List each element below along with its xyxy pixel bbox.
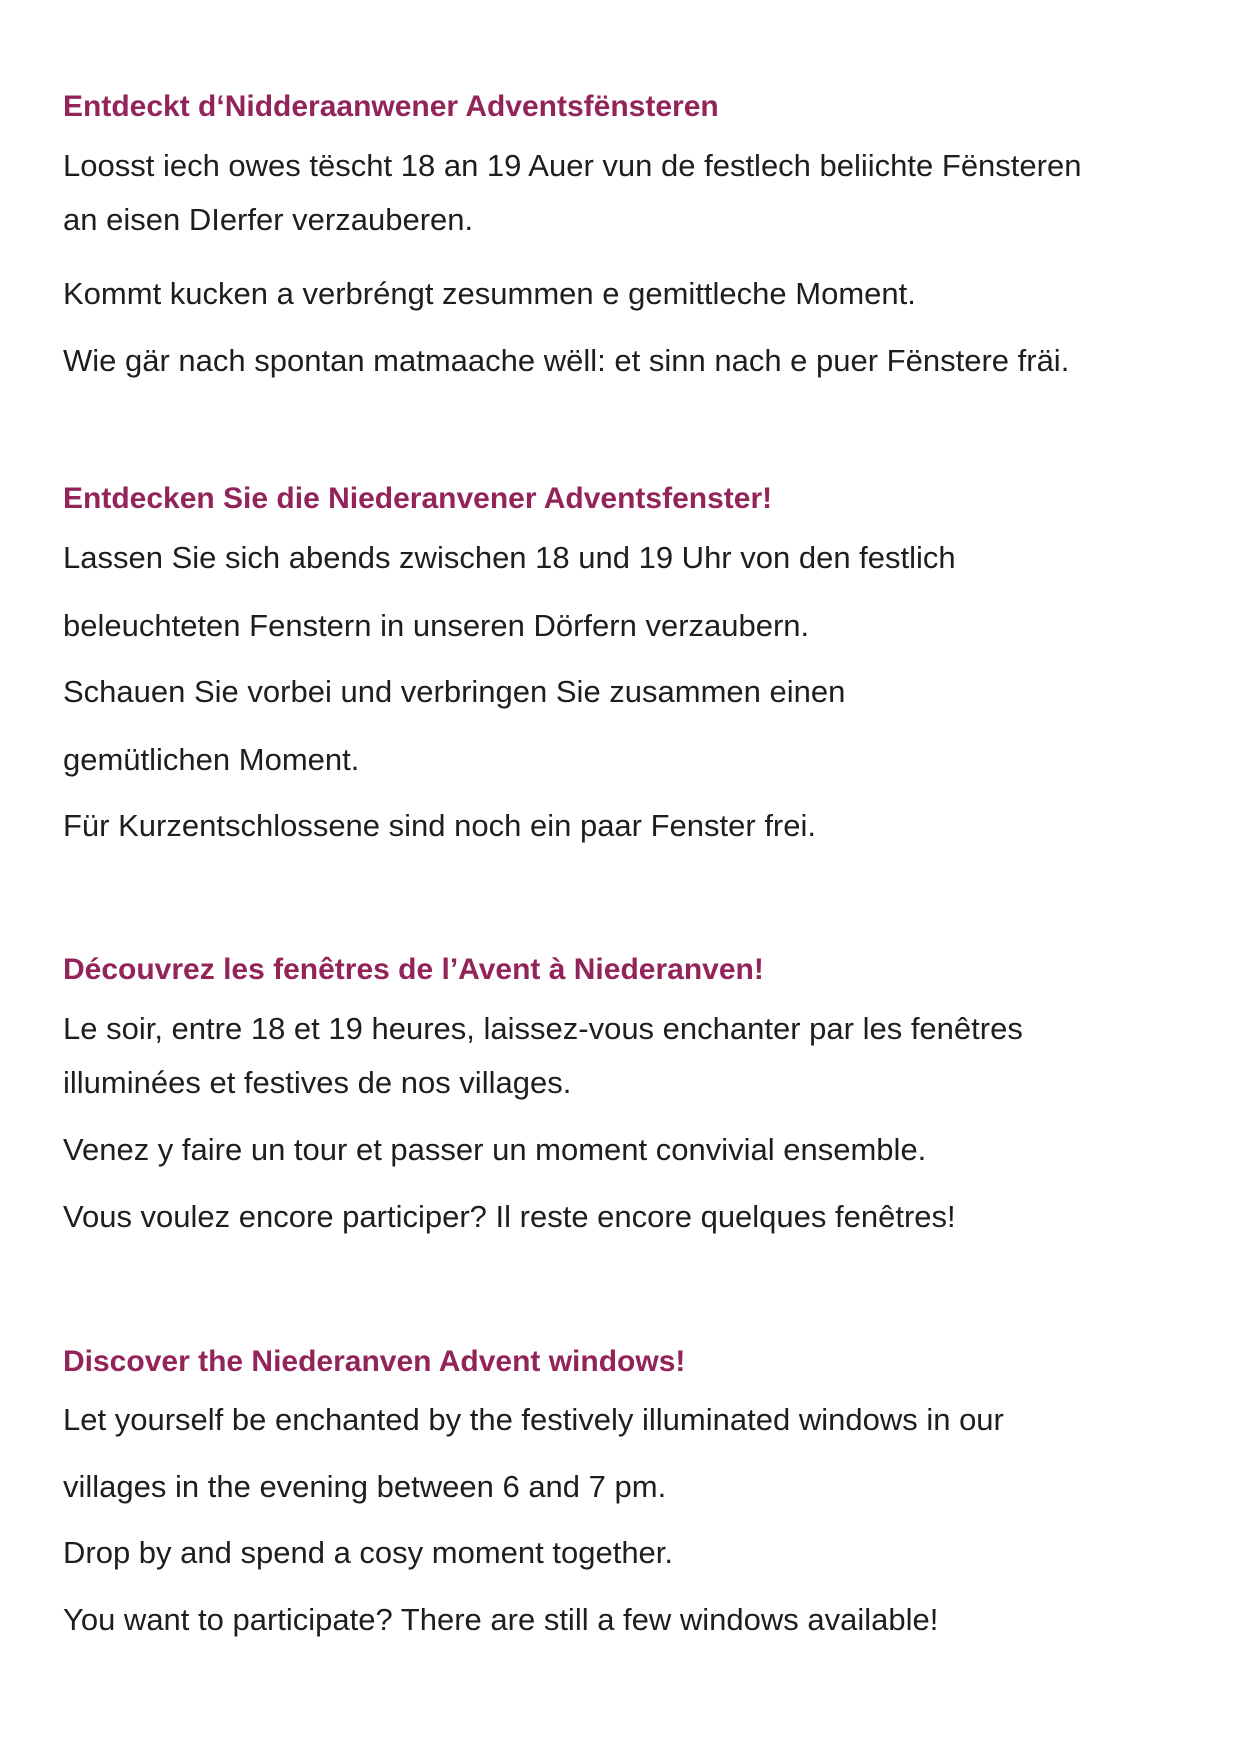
section-heading: Discover the Niederanven Advent windows! bbox=[63, 1345, 686, 1378]
body-line: an eisen DIerfer verzauberen. bbox=[63, 202, 474, 237]
body-line: Schauen Sie vorbei und verbringen Sie zusammen einen bbox=[63, 674, 846, 709]
body-line: Vous voulez encore participer? Il reste encore quelques fenêtres! bbox=[63, 1199, 956, 1234]
body-line: Für Kurzentschlossene sind noch ein paar Fenster frei. bbox=[63, 808, 816, 843]
body-line: beleuchteten Fenstern in unseren Dörfern verzaubern. bbox=[63, 608, 810, 643]
body-line: Wie gär nach spontan matmaache wëll: et sinn nach e puer Fënstere fräi. bbox=[63, 343, 1070, 378]
body-line: Kommt kucken a verbréngt zesummen e gemittleche Moment. bbox=[63, 276, 916, 311]
section-heading: Découvrez les fenêtres de l’Avent à Niederanven! bbox=[63, 953, 764, 986]
body-line: Venez y faire un tour et passer un moment convivial ensemble. bbox=[63, 1132, 927, 1167]
body-line: Lassen Sie sich abends zwischen 18 und 19 Uhr von den festlich bbox=[63, 540, 956, 575]
section-heading: Entdecken Sie die Niederanvener Adventsfenster! bbox=[63, 482, 773, 515]
body-line: gemütlichen Moment. bbox=[63, 742, 360, 777]
body-line: Drop by and spend a cosy moment together. bbox=[63, 1535, 674, 1570]
body-line: villages in the evening between 6 and 7 pm. bbox=[63, 1469, 667, 1504]
body-line: Loosst iech owes tëscht 18 an 19 Auer vun de festlech beliichte Fënsteren bbox=[63, 148, 1082, 183]
body-line: You want to participate? There are still a few windows available! bbox=[63, 1602, 939, 1637]
body-line: illuminées et festives de nos villages. bbox=[63, 1065, 572, 1100]
body-line: Let yourself be enchanted by the festively illuminated windows in our bbox=[63, 1402, 1004, 1437]
body-line: Le soir, entre 18 et 19 heures, laissez-vous enchanter par les fenêtres bbox=[63, 1011, 1023, 1046]
section-heading: Entdeckt d‘Nidderaanwener Adventsfënsteren bbox=[63, 90, 719, 123]
